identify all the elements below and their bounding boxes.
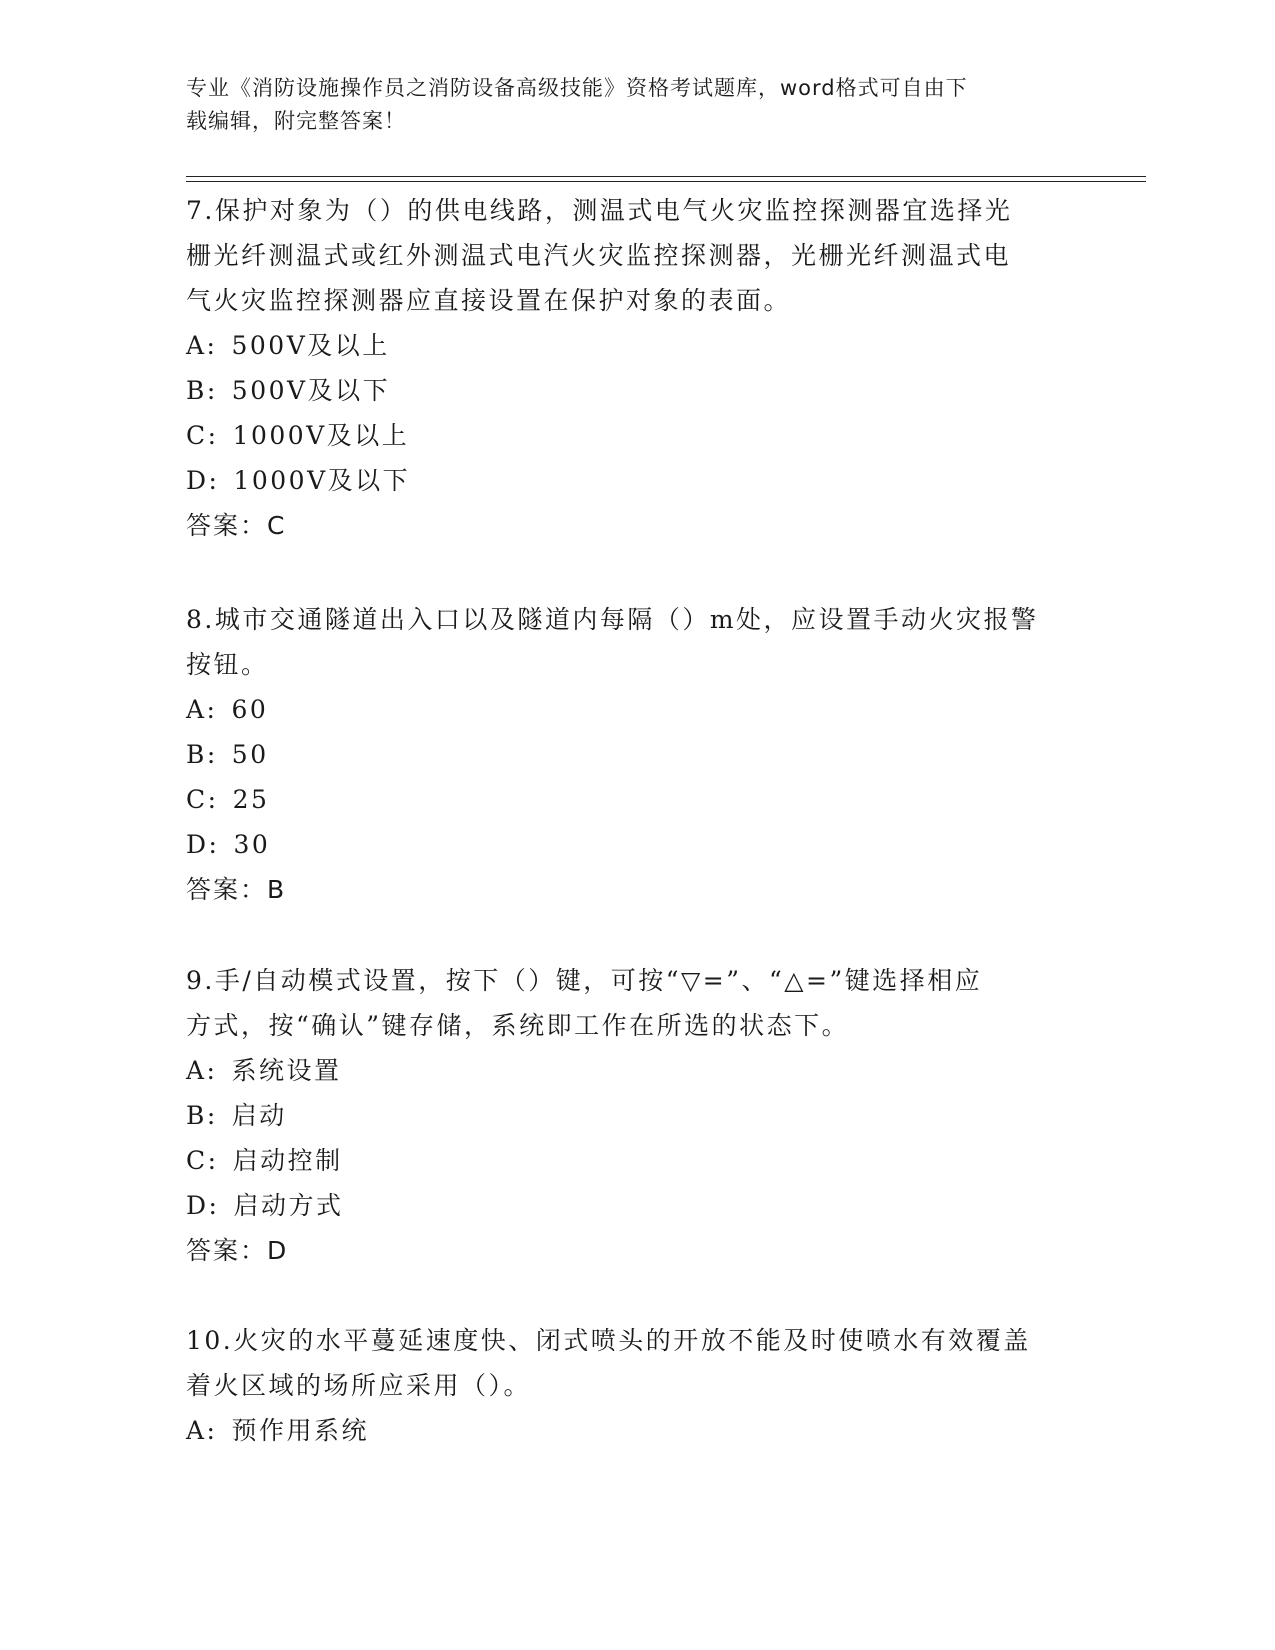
stem-line: 9.手/自动模式设置，按下（）键，可按“▽=”、“△=”键选择相应: [186, 966, 983, 995]
option-label: C:: [186, 1146, 219, 1175]
option-b: [186, 1093, 1086, 1138]
stem-line: 着火区域的场所应采用（）。: [186, 1371, 532, 1400]
option-c: [186, 777, 1086, 822]
option-label: A:: [186, 1056, 218, 1085]
question-9: [186, 958, 1086, 1273]
option-a: [186, 1048, 1086, 1093]
option-d: [186, 822, 1086, 867]
header-divider-top: [186, 176, 1146, 177]
question-8: [186, 597, 1086, 912]
stem-line: 7.保护对象为（）的供电线路，测温式电气火灾监控探测器宜选择光: [186, 196, 1013, 225]
answer-text: 答案：C: [186, 511, 287, 540]
option-text: 25: [232, 785, 270, 814]
option-d: [186, 1183, 1086, 1228]
option-text: 系统设置: [231, 1056, 342, 1085]
question-7: [186, 188, 1086, 548]
option-text: 50: [231, 740, 269, 769]
option-text: 1000V及以上: [232, 421, 410, 450]
option-d: [186, 458, 1086, 503]
answer-text: 答案：B: [186, 875, 287, 904]
option-text: 500V及以上: [231, 331, 390, 360]
option-label: A:: [186, 695, 218, 724]
option-label: A:: [186, 1416, 218, 1445]
option-text: 预作用系统: [231, 1416, 369, 1445]
option-b: [186, 368, 1086, 413]
question-stem: [186, 597, 1086, 687]
option-label: C:: [186, 785, 219, 814]
option-label: D:: [186, 830, 220, 859]
header-line-2: 载编辑，附完整答案！: [186, 109, 406, 133]
header-divider-bottom: [186, 181, 1146, 182]
stem-line: 10.火灾的水平蔓延速度快、闭式喷头的开放不能及时使喷水有效覆盖: [186, 1326, 1031, 1355]
option-text: 60: [231, 695, 269, 724]
option-label: D:: [186, 466, 220, 495]
answer-text: 答案：D: [186, 1236, 289, 1265]
question-10: [186, 1318, 1086, 1453]
option-label: C:: [186, 421, 219, 450]
option-label: B:: [186, 376, 218, 405]
option-text: 500V及以下: [231, 376, 391, 405]
option-text: 1000V及以下: [233, 466, 411, 495]
question-stem: [186, 188, 1086, 323]
stem-line: 栅光纤测温式或红外测温式电汽火灾监控探测器，光栅光纤测温式电: [186, 241, 1012, 270]
option-c: [186, 413, 1086, 458]
option-c: [186, 1138, 1086, 1183]
stem-line: 按钮。: [186, 650, 269, 679]
option-label: A:: [186, 331, 218, 360]
option-a: [186, 323, 1086, 368]
document-header: [186, 72, 1066, 138]
option-text: 启动方式: [233, 1191, 344, 1220]
question-stem: [186, 958, 1086, 1048]
stem-line: 8.城市交通隧道出入口以及隧道内每隔（）m处，应设置手动火灾报警: [186, 605, 1039, 634]
option-text: 30: [233, 830, 271, 859]
question-stem: [186, 1318, 1086, 1408]
option-text: 启动: [231, 1101, 287, 1130]
stem-line: 气火灾监控探测器应直接设置在保护对象的表面。: [186, 286, 792, 315]
option-text: 启动控制: [232, 1146, 343, 1175]
option-label: B:: [186, 1101, 218, 1130]
option-label: B:: [186, 740, 218, 769]
stem-line: 方式，按“确认”键存储，系统即工作在所选的状态下。: [186, 1011, 850, 1040]
option-a: [186, 687, 1086, 732]
option-a: [186, 1408, 1086, 1453]
option-label: D:: [186, 1191, 220, 1220]
header-line-1: 专业《消防设施操作员之消防设备高级技能》资格考试题库，word格式可自由下: [186, 76, 968, 100]
option-b: [186, 732, 1086, 777]
